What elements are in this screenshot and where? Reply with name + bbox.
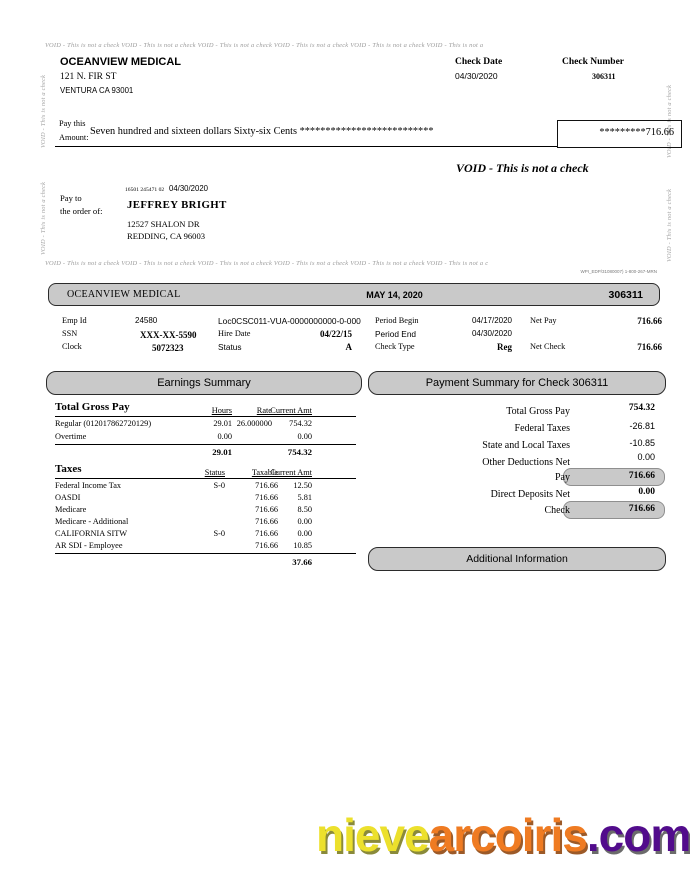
pay-this-label: Pay this (59, 119, 86, 128)
pay-to-label-2: the order of: (60, 206, 103, 216)
payment-row-value: 754.32 (628, 403, 655, 413)
tax-row-taxable: 716.66 (255, 481, 278, 490)
hire-date-value: 04/22/15 (319, 329, 352, 339)
net-check-value: 716.66 (637, 342, 662, 352)
void-watermark-bottom: VOID - This is not a check VOID - This is not a check VOID - This is not a check VOID - This is not a check VOID - This is not a check VOID - This is not a c (45, 260, 489, 267)
void-watermark-right-1: VOID - This is not a check (666, 84, 673, 158)
status-value: A (345, 342, 352, 352)
tax-row-status: S-0 (213, 481, 225, 490)
earnings-row-hours: 29.01 (213, 419, 232, 428)
taxes-title: Taxes (55, 463, 82, 475)
earnings-col-rate: Rate (256, 406, 272, 415)
emp-id-label: Emp Id (62, 316, 87, 325)
void-watermark-left-1: VOID - This is not a check (40, 74, 47, 148)
tax-row-status: S-0 (213, 529, 225, 538)
total-gross-pay-title: Total Gross Pay (55, 401, 130, 413)
tax-row-label: Medicare (55, 505, 87, 514)
void-stamp: VOID - This is not a check (456, 161, 589, 175)
taxes-total: 37.66 (292, 557, 312, 567)
earnings-total-hours: 29.01 (212, 447, 232, 457)
hire-date-label: Hire Date (218, 329, 251, 338)
tax-row-amount: 5.81 (297, 493, 312, 502)
tax-row-label: CALIFORNIA SITW (55, 529, 128, 538)
check-date-label: Check Date (455, 57, 503, 67)
payment-row-label: Pay (555, 472, 570, 483)
check-type-label: Check Type (375, 342, 415, 351)
payment-row-value: -10.85 (629, 438, 655, 448)
net-check-label: Net Check (530, 342, 566, 351)
stub-check-number: 306311 (608, 288, 643, 301)
check-number-value: 306311 (592, 72, 616, 81)
company-address-line2: VENTURA CA 93001 (60, 86, 134, 95)
payment-row-value: 716.66 (628, 471, 655, 481)
site-watermark (316, 809, 690, 861)
fine-print: WPI_EDP/31080007) 1-800-267-MRN (580, 269, 657, 274)
period-begin-label: Period Begin (375, 316, 419, 325)
tax-row-label: OASDI (55, 493, 81, 502)
taxes-col-current-amt: Current Amt (270, 468, 312, 477)
earnings-row-rate: 26.000000 (236, 419, 272, 428)
void-watermark-right-2: VOID - This is not a check (666, 188, 673, 262)
payee-address-line1: 12527 SHALON DR (127, 219, 200, 229)
amount-box (557, 120, 682, 148)
earnings-row-amount: 0.00 (297, 432, 312, 441)
status-label: Status (218, 342, 242, 352)
taxes-header-rule (55, 478, 356, 479)
check-date-value: 04/30/2020 (455, 71, 498, 81)
tax-row-amount: 10.85 (293, 541, 312, 550)
company-address-line1: 121 N. FIR ST (60, 72, 117, 82)
payment-row-value: -26.81 (629, 421, 655, 431)
period-end-value: 04/30/2020 (471, 329, 512, 338)
tax-row-amount: 8.50 (297, 505, 312, 514)
period-end-label: Period End (375, 329, 417, 339)
stub-header-bar (48, 283, 660, 306)
watermark-part-com: .com (586, 809, 690, 861)
earnings-total-rule (55, 444, 356, 445)
company-name: OCEANVIEW MEDICAL (60, 56, 181, 68)
tax-row-label: AR SDI - Employee (55, 541, 123, 550)
payment-row-label: Other Deductions Net (482, 457, 570, 468)
payment-row-label: Direct Deposits Net (490, 489, 570, 500)
net-pay-value: 716.66 (637, 316, 662, 326)
payment-row-label: Total Gross Pay (506, 406, 570, 417)
tax-row-amount: 0.00 (297, 517, 312, 526)
watermark-part-arcoiris: arcoiris (428, 809, 587, 861)
void-watermark-left-2: VOID - This is not a check (40, 181, 47, 255)
net-pay-label: Net Pay (530, 316, 557, 325)
void-watermark-top: VOID - This is not a check VOID - This is not a check VOID - This is not a check VOID - This is not a check VOID - This is not a check VOID - This is not a (45, 42, 484, 49)
payment-summary-header: Payment Summary for Check 306311 (368, 371, 666, 395)
earnings-col-hours: Hours (211, 406, 232, 415)
payment-row-label: Federal Taxes (514, 423, 570, 434)
earnings-summary-header: Earnings Summary (46, 371, 362, 395)
payee-address-line2: REDDING, CA 96003 (127, 231, 206, 241)
earnings-header-rule (55, 416, 356, 417)
tax-row-taxable: 716.66 (255, 505, 278, 514)
payee-name: JEFFREY BRIGHT (127, 199, 227, 211)
amount-numeric: *********716.66 (599, 127, 674, 138)
tax-row-taxable: 716.66 (255, 541, 278, 550)
earnings-row-amount: 754.32 (289, 419, 312, 428)
check-micro-code: 16501 245471 02 (125, 187, 165, 193)
payment-row-value: 716.66 (628, 504, 655, 514)
amount-underline (55, 146, 557, 147)
tax-row-amount: 0.00 (297, 529, 312, 538)
tax-row-amount: 12.50 (293, 481, 312, 490)
taxes-col-taxable: Taxable (251, 468, 278, 477)
earnings-col-current-amt: Current Amt (270, 406, 312, 415)
earnings-total-amount: 754.32 (287, 447, 312, 457)
emp-id-value: 24580 (135, 316, 158, 325)
payment-row-value: 0.00 (638, 487, 655, 497)
taxes-col-status: Status (204, 468, 225, 477)
additional-information-header: Additional Information (368, 547, 666, 571)
tax-row-taxable: 716.66 (255, 493, 278, 502)
check-number-label: Check Number (562, 57, 625, 67)
ssn-value: XXX-XX-5590 (140, 330, 197, 340)
check-micro-date: 04/30/2020 (169, 184, 209, 193)
tax-row-taxable: 716.66 (255, 529, 278, 538)
watermark-part-nieve: nieve (316, 809, 429, 861)
tax-row-label: Federal Income Tax (55, 481, 122, 490)
earnings-row-hours: 0.00 (217, 432, 232, 441)
stub-date: MAY 14, 2020 (366, 289, 423, 300)
ssn-label: SSN (62, 329, 78, 338)
amount-in-words: Seven hundred and sixteen dollars Sixty-six Cents ************************** (90, 126, 434, 137)
period-begin-value: 04/17/2020 (471, 316, 512, 325)
taxes-total-rule (55, 553, 356, 554)
earnings-row-label: Regular (012017862720129) (55, 419, 152, 428)
payment-row-label: State and Local Taxes (482, 440, 570, 451)
tax-row-label: Medicare - Additional (55, 517, 129, 526)
clock-value: 5072323 (152, 343, 184, 353)
location-code: Loc0CSC011-VUA-0000000000-0-000 (218, 316, 361, 326)
earnings-row-label: Overtime (55, 432, 87, 441)
stub-company-name: OCEANVIEW MEDICAL (67, 289, 181, 300)
pay-to-label-1: Pay to (60, 193, 82, 203)
amount-label: Amount: (59, 133, 89, 142)
payment-row-value: 0.00 (637, 452, 655, 462)
clock-label: Clock (62, 342, 82, 351)
check-type-value: Reg (497, 342, 512, 352)
tax-row-taxable: 716.66 (255, 517, 278, 526)
payment-row-label: Check (544, 505, 570, 516)
